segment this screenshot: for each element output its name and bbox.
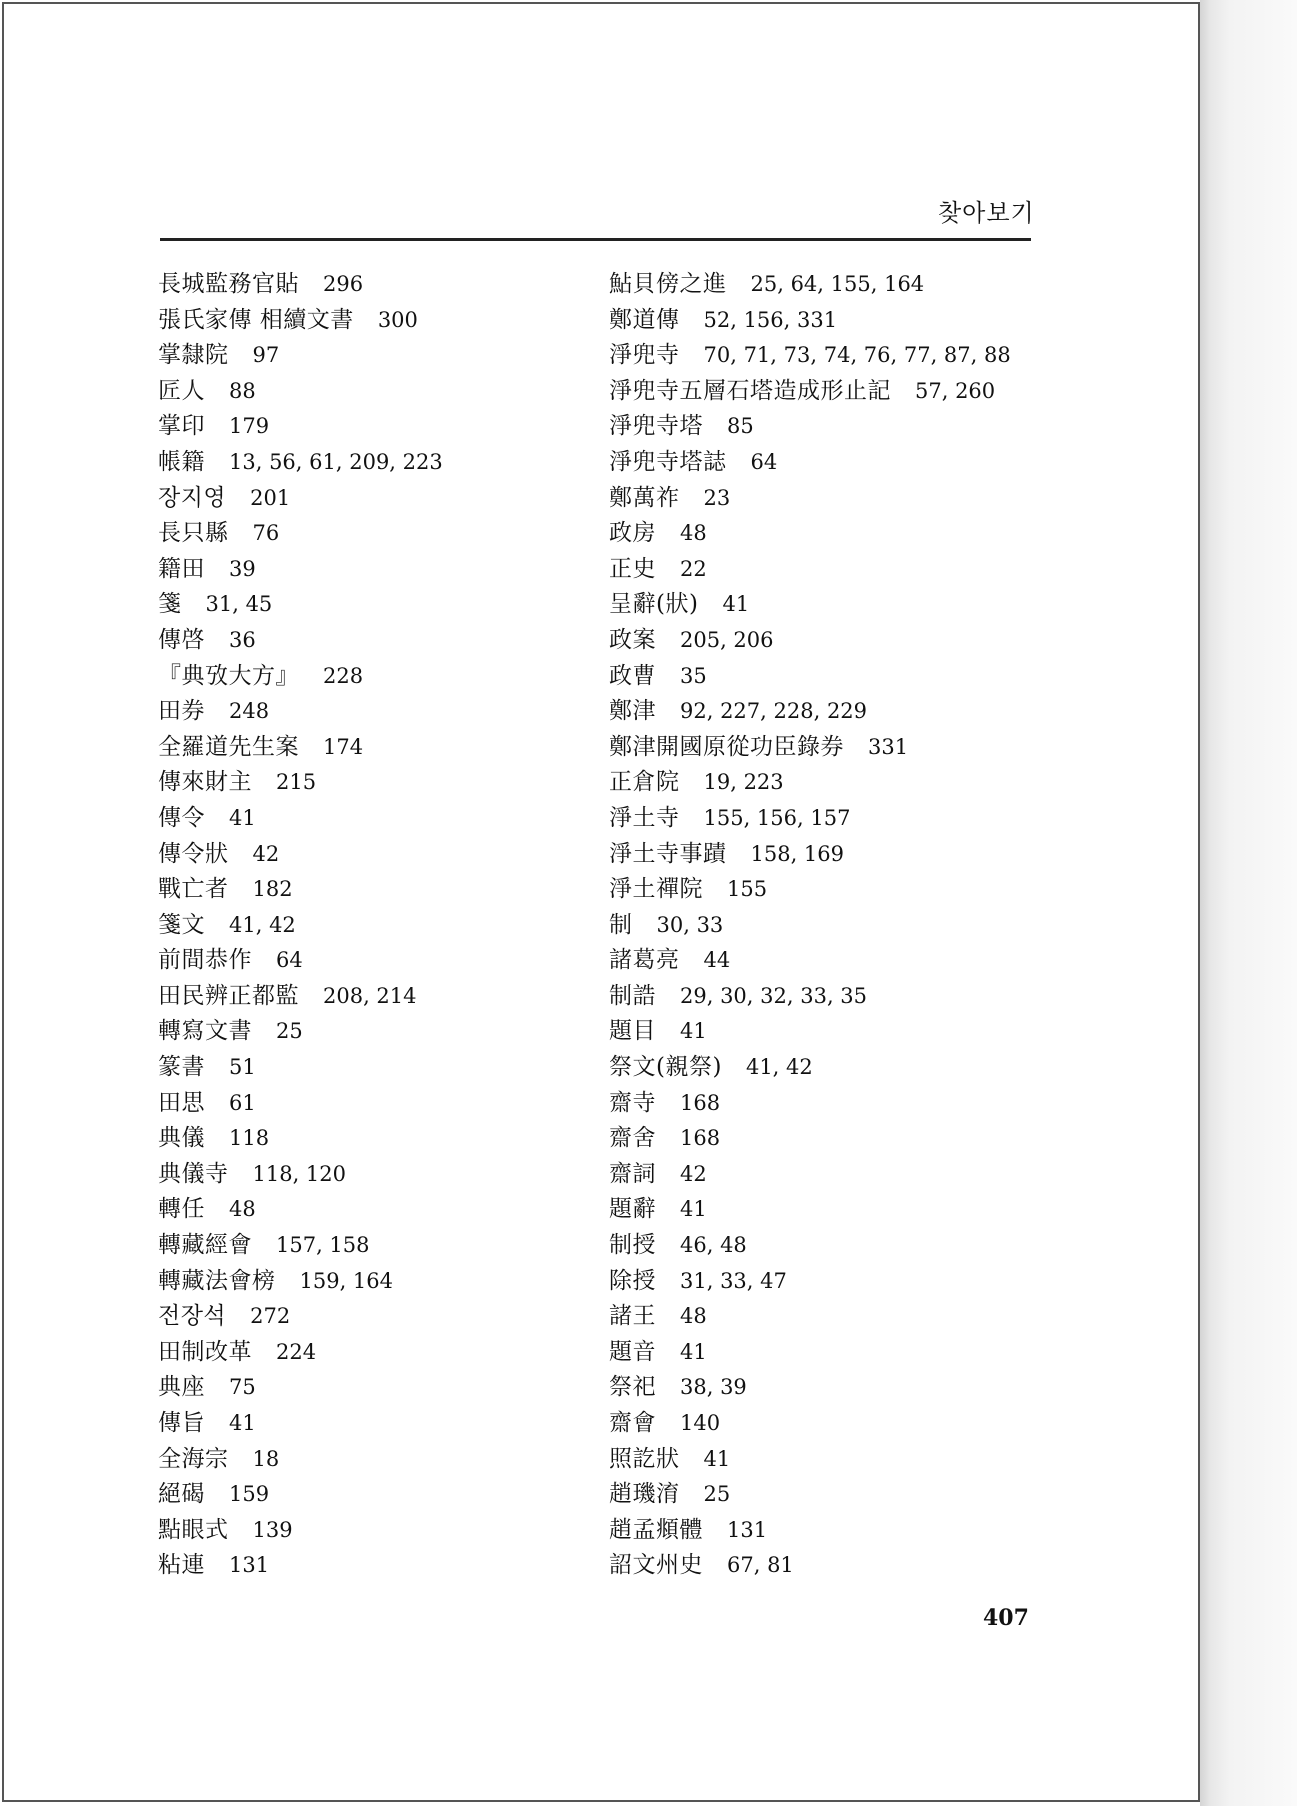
index-entry xyxy=(158,801,443,837)
index-term: 帳籍 xyxy=(158,448,205,475)
index-page-refs: 158, 169 xyxy=(750,841,845,866)
index-term: 長只縣 xyxy=(158,520,229,547)
index-page-refs: 64 xyxy=(276,948,303,973)
index-term: 諸葛亮 xyxy=(609,947,680,974)
index-entry xyxy=(609,374,1011,410)
index-term: 前間恭作 xyxy=(158,947,252,974)
index-page-refs: 64 xyxy=(750,449,778,474)
index-term: 傳旨 xyxy=(158,1410,205,1436)
index-term: 轉任 xyxy=(158,1196,205,1223)
index-entry xyxy=(158,872,443,908)
index-page-refs: 85 xyxy=(727,414,754,439)
index-entry xyxy=(609,1513,1011,1549)
index-page-refs: 118, 120 xyxy=(252,1161,347,1186)
index-term: 齋會 xyxy=(609,1410,656,1436)
index-term: 傳令狀 xyxy=(158,840,229,867)
index-entry xyxy=(609,552,1011,588)
index-entry xyxy=(158,1513,443,1549)
index-entry xyxy=(609,1299,1011,1335)
index-term: 箋 xyxy=(158,591,182,618)
index-entry xyxy=(609,1157,1011,1193)
index-page-refs: 42 xyxy=(252,841,280,866)
index-page-refs: 224 xyxy=(276,1339,317,1364)
index-term: 鄭萬祚 xyxy=(609,484,680,511)
index-term: 籍田 xyxy=(158,555,205,582)
index-term: 照訖狀 xyxy=(609,1445,680,1472)
index-page-refs: 155 xyxy=(727,877,768,902)
index-term: 轉寫文書 xyxy=(158,1018,252,1045)
index-term: 正倉院 xyxy=(609,769,680,796)
index-entry xyxy=(158,837,443,873)
index-term: 題音 xyxy=(609,1338,656,1365)
index-entry xyxy=(158,267,443,303)
index-page-refs: 131 xyxy=(229,1553,270,1578)
index-page-refs: 19, 223 xyxy=(703,770,784,795)
index-entry xyxy=(158,552,443,588)
index-page-refs: 25 xyxy=(276,1019,303,1044)
index-entry xyxy=(609,1548,1011,1584)
index-entry xyxy=(158,1299,443,1335)
index-page-refs: 41 xyxy=(229,805,256,830)
index-term: 箋文 xyxy=(158,911,205,938)
index-entry xyxy=(609,409,1011,445)
index-page-refs: 41 xyxy=(680,1019,707,1044)
index-page-refs: 155, 156, 157 xyxy=(703,805,851,830)
index-term: 戰亡者 xyxy=(158,876,229,903)
index-page-refs: 41 xyxy=(722,592,750,617)
index-term: 制授 xyxy=(609,1232,656,1259)
index-entry xyxy=(609,1050,1011,1086)
index-term: 鮎貝傍之進 xyxy=(609,271,727,297)
index-page-refs: 30, 33 xyxy=(656,912,724,937)
index-term: 張氏家傳 相續文書 xyxy=(158,306,354,333)
index-entry xyxy=(158,1157,443,1193)
index-page-refs: 139 xyxy=(252,1517,293,1542)
index-page-refs: 228 xyxy=(323,663,364,688)
index-entry xyxy=(609,1406,1011,1442)
index-term: 呈辭(狀) xyxy=(609,591,699,618)
index-entry xyxy=(158,659,443,695)
index-entry xyxy=(609,801,1011,837)
index-term: 淨兜寺塔誌 xyxy=(609,448,727,475)
index-term: 正史 xyxy=(609,555,656,582)
index-entry xyxy=(158,730,443,766)
index-page-refs: 13, 56, 61, 209, 223 xyxy=(229,449,443,474)
index-entry xyxy=(609,1014,1011,1050)
index-entry xyxy=(609,516,1011,552)
index-term: 鄭津 xyxy=(609,698,656,725)
index-page-refs: 42 xyxy=(680,1161,707,1186)
index-page-refs: 41, 42 xyxy=(229,912,296,937)
index-page-refs: 208, 214 xyxy=(323,983,417,1008)
index-page-refs: 205, 206 xyxy=(680,627,774,652)
index-term: 장지영 xyxy=(158,484,227,511)
index-entry xyxy=(158,1121,443,1157)
index-entry xyxy=(158,1050,443,1086)
index-term: 典儀 xyxy=(158,1125,205,1152)
index-page-refs: 182 xyxy=(252,877,293,902)
index-page-refs: 140 xyxy=(680,1411,721,1435)
index-term: 祭文(親祭) xyxy=(609,1054,722,1081)
index-entry xyxy=(609,1442,1011,1478)
index-term: 點眼式 xyxy=(158,1516,229,1543)
index-term: 轉藏經會 xyxy=(158,1232,252,1259)
index-term: 除授 xyxy=(609,1267,656,1294)
index-entry xyxy=(158,1192,443,1228)
index-term: 淨兜寺 xyxy=(609,342,680,369)
index-page-refs: 48 xyxy=(680,521,707,546)
index-entry xyxy=(158,908,443,944)
index-entry xyxy=(609,1121,1011,1157)
running-head: 찾아보기 xyxy=(938,199,1035,227)
index-entry xyxy=(609,872,1011,908)
index-entry xyxy=(609,659,1011,695)
index-term: 田民辨正都監 xyxy=(158,982,299,1009)
index-entry xyxy=(158,481,443,517)
index-term: 題辭 xyxy=(609,1196,656,1223)
index-term: 淨兜寺塔 xyxy=(609,413,703,440)
index-entry xyxy=(158,409,443,445)
index-term: 淨土寺 xyxy=(609,804,680,831)
index-entry xyxy=(158,338,443,374)
index-page-refs: 272 xyxy=(250,1304,291,1329)
index-page-refs: 38, 39 xyxy=(680,1375,747,1400)
index-column-right xyxy=(609,267,1011,1584)
index-page-refs: 51 xyxy=(229,1055,256,1080)
index-entry xyxy=(609,1477,1011,1513)
index-term: 篆書 xyxy=(158,1054,205,1081)
index-page-refs: 25 xyxy=(703,1482,731,1507)
index-term: 鄭津開國原從功臣錄券 xyxy=(609,733,844,760)
index-page-refs: 296 xyxy=(323,272,364,296)
index-term: 長城監務官貼 xyxy=(158,271,299,297)
index-entry xyxy=(158,1548,443,1584)
index-page-refs: 57, 260 xyxy=(915,378,996,403)
page-number: 407 xyxy=(983,1605,1029,1631)
index-page-refs: 39 xyxy=(229,556,256,581)
index-term: 政案 xyxy=(609,626,656,653)
index-entry xyxy=(609,623,1011,659)
index-entry xyxy=(609,1335,1011,1371)
index-term: 趙璣淯 xyxy=(609,1481,680,1508)
index-page-refs: 61 xyxy=(229,1090,256,1115)
index-term: 傳啓 xyxy=(158,626,205,653)
index-term: 『典攷大方』 xyxy=(158,662,299,689)
index-term: 粘連 xyxy=(158,1552,205,1579)
index-term: 匠人 xyxy=(158,377,205,404)
index-page-refs: 201 xyxy=(250,485,291,510)
index-term: 掌印 xyxy=(158,413,205,440)
index-term: 制 xyxy=(609,911,633,938)
index-page-refs: 31, 33, 47 xyxy=(680,1268,787,1293)
header-rule xyxy=(160,238,1031,241)
index-entry xyxy=(609,765,1011,801)
index-entry xyxy=(158,623,443,659)
index-term: 全羅道先生案 xyxy=(158,733,299,760)
index-entry xyxy=(609,1086,1011,1122)
index-term: 祭祀 xyxy=(609,1374,656,1401)
index-entry xyxy=(158,1335,443,1371)
index-entry xyxy=(609,1370,1011,1406)
index-entry xyxy=(158,1086,443,1122)
index-entry xyxy=(158,1442,443,1478)
index-term: 轉藏法會榜 xyxy=(158,1267,276,1294)
index-term: 全海宗 xyxy=(158,1445,229,1472)
index-term: 淨土寺事蹟 xyxy=(609,840,727,867)
index-entry xyxy=(158,765,443,801)
index-entry xyxy=(158,516,443,552)
index-entry xyxy=(158,1264,443,1300)
index-entry xyxy=(609,694,1011,730)
index-term: 典座 xyxy=(158,1374,205,1401)
index-page-refs: 25, 64, 155, 164 xyxy=(750,272,925,296)
index-page-refs: 159, 164 xyxy=(299,1268,394,1293)
index-page-refs: 76 xyxy=(252,521,280,546)
index-page-refs: 67, 81 xyxy=(727,1553,794,1578)
index-page-refs: 131 xyxy=(727,1517,768,1542)
index-term: 田券 xyxy=(158,698,205,725)
index-page-refs: 159 xyxy=(229,1482,270,1507)
index-entry xyxy=(609,943,1011,979)
index-page-refs: 70, 71, 73, 74, 76, 77, 87, 88 xyxy=(703,343,1011,368)
index-page-refs: 88 xyxy=(229,378,256,403)
index-entry xyxy=(158,1406,443,1442)
index-page-refs: 44 xyxy=(703,948,731,973)
index-entry xyxy=(158,1014,443,1050)
index-term: 絕碣 xyxy=(158,1481,205,1508)
index-page-refs: 22 xyxy=(680,556,707,581)
page-edge-shadow xyxy=(1200,0,1297,1806)
index-entry xyxy=(609,1264,1011,1300)
index-entry xyxy=(158,303,443,339)
index-page-refs: 41, 42 xyxy=(745,1055,813,1080)
index-page-refs: 41 xyxy=(680,1339,707,1364)
index-term: 淨土禪院 xyxy=(609,876,703,903)
index-page-refs: 36 xyxy=(229,627,256,652)
index-term: 制誥 xyxy=(609,982,656,1009)
index-page-refs: 157, 158 xyxy=(276,1233,370,1258)
index-term: 詔文州史 xyxy=(609,1552,703,1579)
index-entry xyxy=(609,837,1011,873)
index-entry xyxy=(609,730,1011,766)
index-term: 諸王 xyxy=(609,1303,656,1330)
index-entry xyxy=(609,267,1011,303)
index-term: 掌隸院 xyxy=(158,342,229,369)
index-page-refs: 35 xyxy=(680,663,707,688)
index-entry xyxy=(158,979,443,1015)
index-entry xyxy=(609,908,1011,944)
index-entry xyxy=(158,587,443,623)
index-entry xyxy=(609,587,1011,623)
index-page-refs: 41 xyxy=(229,1411,256,1435)
index-page-refs: 331 xyxy=(868,734,909,759)
index-column-left xyxy=(158,267,443,1584)
index-term: 田制改革 xyxy=(158,1338,252,1365)
index-entry xyxy=(609,1192,1011,1228)
index-entry xyxy=(609,481,1011,517)
index-page-refs: 92, 227, 228, 229 xyxy=(680,699,868,724)
index-term: 典儀寺 xyxy=(158,1160,229,1187)
index-entry xyxy=(609,338,1011,374)
index-term: 趙孟頫體 xyxy=(609,1516,703,1543)
index-page-refs: 41 xyxy=(703,1446,731,1471)
index-term: 政房 xyxy=(609,520,656,547)
index-term: 傳令 xyxy=(158,804,205,831)
index-entry xyxy=(609,303,1011,339)
index-entry xyxy=(609,445,1011,481)
index-entry xyxy=(609,979,1011,1015)
index-page-refs: 23 xyxy=(703,485,731,510)
index-page-refs: 48 xyxy=(680,1304,707,1329)
index-page-refs: 215 xyxy=(276,770,317,795)
index-entry xyxy=(158,1228,443,1264)
index-page-refs: 179 xyxy=(229,414,270,439)
index-page-refs: 248 xyxy=(229,699,270,724)
index-page-refs: 75 xyxy=(229,1375,256,1400)
index-entry xyxy=(158,445,443,481)
index-entry xyxy=(158,1370,443,1406)
index-page-refs: 52, 156, 331 xyxy=(703,307,838,332)
index-term: 題目 xyxy=(609,1018,656,1045)
index-entry xyxy=(158,694,443,730)
index-term: 傳來財主 xyxy=(158,769,252,796)
index-term: 齋寺 xyxy=(609,1089,656,1116)
index-term: 淨兜寺五層石塔造成形止記 xyxy=(609,377,891,404)
index-page-refs: 31, 45 xyxy=(205,592,273,617)
index-page-refs: 18 xyxy=(252,1446,280,1471)
index-term: 田思 xyxy=(158,1089,205,1116)
index-page-refs: 300 xyxy=(377,307,418,332)
index-page-refs: 174 xyxy=(323,734,364,759)
index-term: 전장석 xyxy=(158,1303,227,1330)
index-entry xyxy=(609,1228,1011,1264)
index-entry xyxy=(158,374,443,410)
index-page-refs: 48 xyxy=(229,1197,256,1222)
index-term: 政曹 xyxy=(609,662,656,689)
index-term: 齋詞 xyxy=(609,1160,656,1187)
index-page-refs: 41 xyxy=(680,1197,707,1222)
index-page-refs: 118 xyxy=(229,1126,270,1151)
index-term: 齋舍 xyxy=(609,1125,656,1152)
index-term: 鄭道傳 xyxy=(609,306,680,333)
index-page-refs: 97 xyxy=(252,343,280,368)
index-page-refs: 168 xyxy=(680,1126,721,1151)
index-page-refs: 168 xyxy=(680,1090,721,1115)
index-entry xyxy=(158,1477,443,1513)
index-page-refs: 29, 30, 32, 33, 35 xyxy=(680,983,868,1008)
index-page-refs: 46, 48 xyxy=(680,1233,747,1258)
index-entry xyxy=(158,943,443,979)
